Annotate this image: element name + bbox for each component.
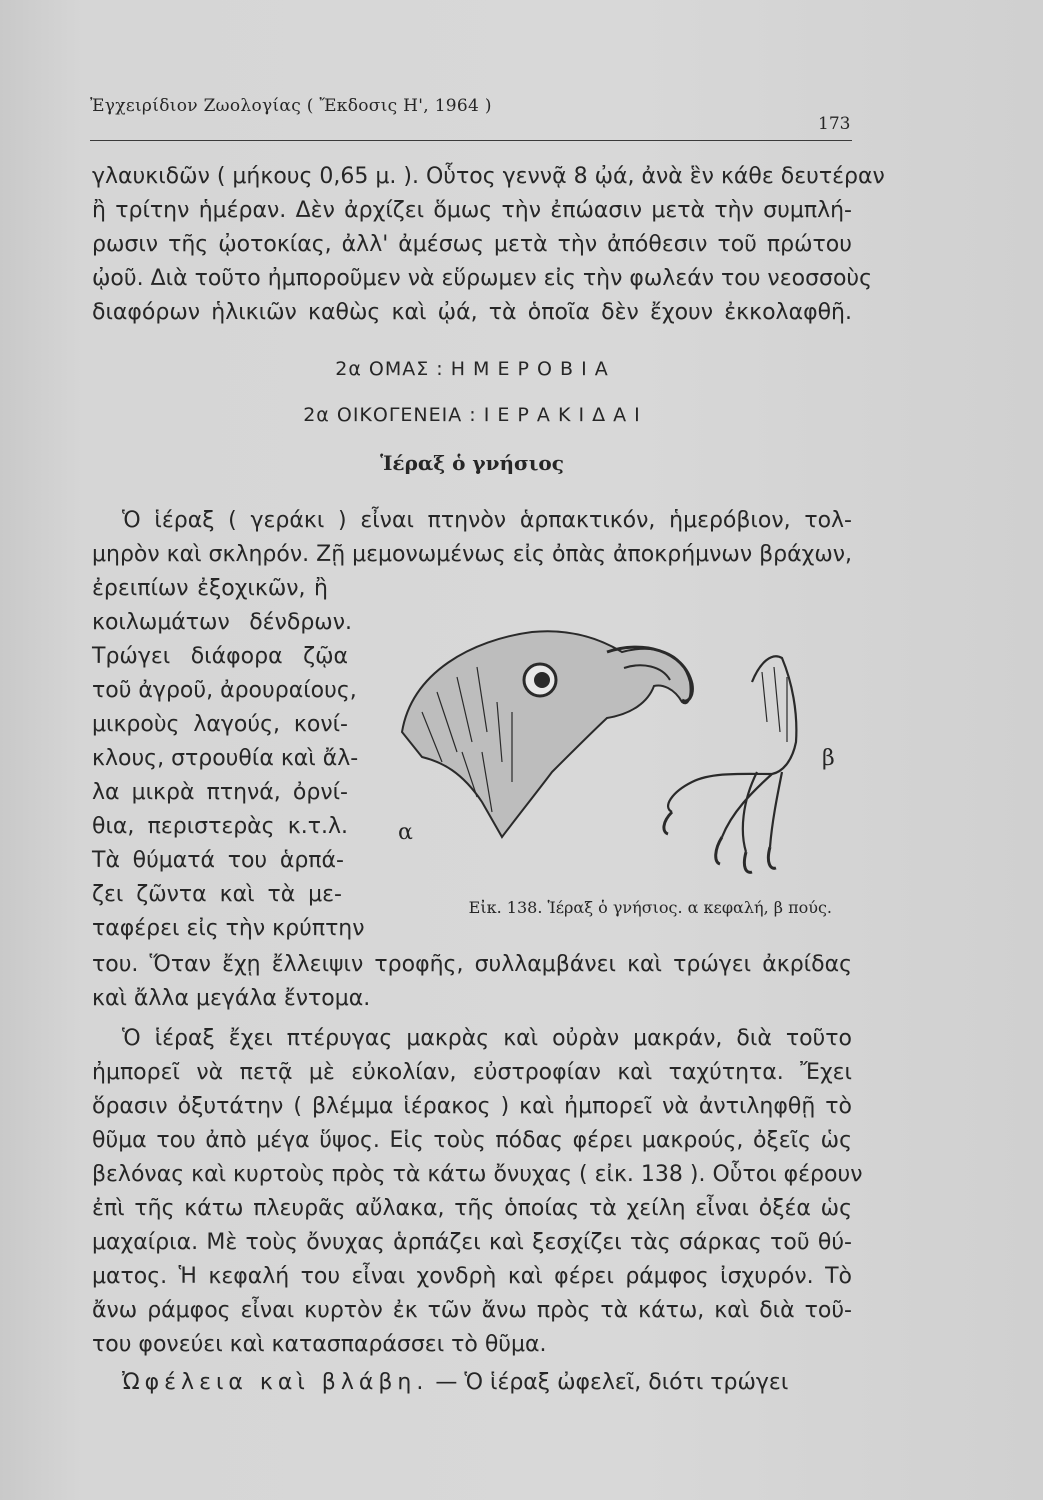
text-line: διαφόρων ἡλικιῶν καθὼς καὶ ᾠά, τὰ ὁποῖα δὲν ἔχουν ἐκκολαφθῆ. (92, 300, 852, 325)
text-line: καὶ ἄλλα μεγάλα ἔντομα. (92, 986, 371, 1011)
text-line: Τὰ θύματά του ἁρπά- (92, 848, 344, 873)
text-line: μικροὺς λαγούς, κονί- (92, 712, 348, 737)
text-line: ταφέρει εἰς τὴν κρύπτην (92, 916, 365, 941)
text-line: ζει ζῶντα καὶ τὰ με- (92, 882, 342, 907)
text-line: Ὁ ἱέραξ ( γεράκι ) εἶναι πτηνὸν ἁρπακτικόν, ἡμερόβιον, τολ- (122, 508, 852, 533)
page-number: 173 (818, 114, 851, 134)
text-line: του. Ὅταν ἔχῃ ἔλλειψιν τροφῆς, συλλαμβάνει καὶ τρώγει ἀκρίδας (92, 952, 852, 977)
text-line: ρωσιν τῆς ᾠοτοκίας, ἀλλ' ἀμέσως μετὰ τὴν ἀπόθεσιν τοῦ πρώτου (92, 232, 852, 257)
text-line: θια, περιστερὰς κ.τ.λ. (92, 814, 348, 839)
family-heading: 2α ΟΙΚΟΓΕΝΕΙΑ : Ι Ε Ρ Α Κ Ι Δ Α Ι (303, 404, 641, 426)
text-line: κλους, στρουθία καὶ ἄλ- (92, 746, 359, 771)
text-line: κοιλωμάτων δένδρων. (92, 610, 352, 635)
falcon-head-drawing (402, 631, 691, 837)
text-line: βελόνας καὶ κυρτοὺς πρὸς τὰ κάτω ὄνυχας ( εἰκ. 138 ). Οὗτοι φέρουν (92, 1162, 863, 1187)
text-line: θῦμα του ἀπὸ μέγα ὕψος. Εἰς τοὺς πόδας φέρει μακρούς, ὀξεῖς ὡς (92, 1128, 852, 1153)
text-line: τοῦ ἀγροῦ, ἀρουραίους, (92, 678, 357, 703)
text-line: ἐρειπίων ἐξοχικῶν, ἢ (92, 576, 328, 601)
header-rule (90, 140, 852, 141)
falcon-illustration (362, 622, 852, 892)
text-line: Τρώγει διάφορα ζῷα (92, 644, 348, 669)
text-line: λα μικρὰ πτηνά, ὀρνί- (92, 780, 348, 805)
figure-label-b: β (822, 746, 835, 771)
text-line: ὅρασιν ὀξυτάτην ( βλέμμα ἱέρακος ) καὶ ἠμπορεῖ νὰ ἀντιληφθῇ τὸ (92, 1094, 852, 1119)
text-line (92, 1366, 852, 1400)
figure-caption: Εἰκ. 138. Ἱέραξ ὁ γνήσιος. α κεφαλή, β πούς. (468, 898, 832, 917)
text-line: ἐπὶ τῆς κάτω πλευρᾶς αὔλακα, τῆς ὁποίας τὰ χείλη εἶναι ὀξέα ὡς (92, 1196, 852, 1221)
text-line: μαχαίρια. Μὲ τοὺς ὄνυχας ἁρπάζει καὶ ξεσχίζει τὰς σάρκας τοῦ θύ- (92, 1230, 852, 1255)
text-run: — Ὁ ἱέραξ ὠφελεῖ, διότι τρώγει (435, 1370, 789, 1395)
text-line: ἢ τρίτην ἡμέραν. Δὲν ἀρχίζει ὅμως τὴν ἐπώασιν μετὰ τὴν συμπλή- (92, 198, 852, 223)
text-line: ᾠοῦ. Διὰ τοῦτο ἠμποροῦμεν νὰ εὕρωμεν εἰς τὴν φωλεάν του νεοσσοὺς (92, 266, 873, 291)
species-heading: Ἱέραξ ὁ γνήσιος (380, 451, 564, 475)
running-head: Ἐγχειρίδιον Ζωολογίας ( Ἔκδοσις Η', 1964 ) (90, 96, 492, 116)
text-line: ἠμπορεῖ νὰ πετᾷ μὲ εὐκολίαν, εὐστροφίαν καὶ ταχύτητα. Ἔχει (92, 1060, 852, 1085)
text-line: μηρὸν καὶ σκληρόν. Ζῇ μεμονωμένως εἰς ὀπὰς ἀποκρήμνων βράχων, (92, 542, 853, 567)
text-line: ἄνω ράμφος εἶναι κυρτὸν ἐκ τῶν ἄνω πρὸς τὰ κάτω, καὶ διὰ τοῦ- (92, 1298, 852, 1323)
text-line: Ὁ ἱέραξ ἔχει πτέρυγας μακρὰς καὶ οὐρὰν μακράν, διὰ τοῦτο (122, 1026, 852, 1051)
text-line: του φονεύει καὶ κατασπαράσσει τὸ θῦμα. (92, 1332, 547, 1357)
figure-label-a: α (398, 820, 413, 845)
text-line: γλαυκιδῶν ( μήκους 0,65 μ. ). Οὗτος γεννᾷ 8 ᾠά, ἀνὰ ἓν κάθε δευτέραν (92, 164, 885, 189)
group-heading: 2α ΟΜΑΣ : Η Μ Ε Ρ Ο Β Ι Α (335, 358, 609, 380)
subheading-spaced: Ὠφέλεια καὶ βλάβη. (122, 1370, 429, 1395)
figure-138 (362, 622, 852, 892)
text-line: ματος. Ἡ κεφαλή του εἶναι χονδρὴ καὶ φέρει ράμφος ἰσχυρόν. Τὸ (92, 1264, 852, 1289)
